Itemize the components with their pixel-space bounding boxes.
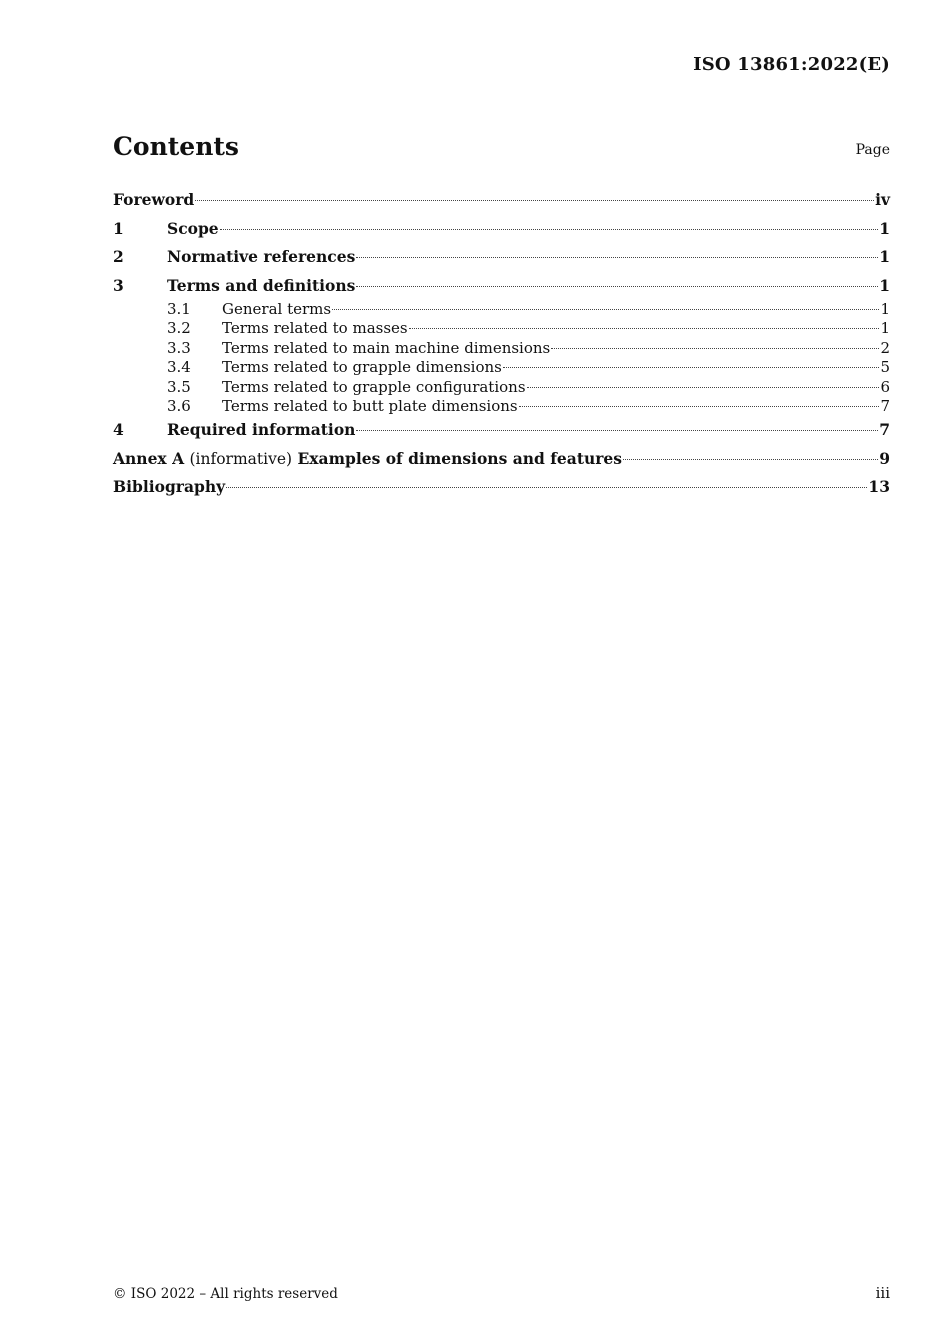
toc-entry-number: 1 — [113, 218, 124, 238]
toc-entry-title: Terms related to main machine dimensions — [222, 338, 551, 357]
page-number: iii — [875, 1284, 890, 1302]
toc-entry-page: 1 — [879, 247, 890, 266]
toc-entry-page: 1 — [879, 218, 890, 238]
toc-entry-title: Normative references — [167, 247, 356, 266]
dot-leader — [226, 487, 867, 488]
toc-entry-number: 4 — [113, 420, 124, 440]
toc-entry-page: 2 — [880, 338, 890, 357]
toc-entry-number: 3.4 — [167, 358, 191, 377]
toc-entry-title: Terms related to butt plate dimensions — [222, 396, 518, 415]
toc-entry-number: 2 — [113, 247, 124, 266]
toc-entry-page: 1 — [880, 319, 890, 338]
toc-entry-foreword[interactable] — [113, 186, 890, 215]
dot-leader — [195, 200, 874, 201]
toc-entry-title: Scope — [167, 218, 219, 238]
toc-entry-title: General terms — [222, 300, 332, 318]
toc-subentry-3-4[interactable] — [113, 358, 890, 377]
toc-entry-number: 3.2 — [167, 319, 191, 338]
toc-annex-label-group — [113, 445, 622, 474]
toc-entry-title: Terms related to grapple dimensions — [222, 358, 502, 377]
toc-entry-title: Terms related to masses — [222, 319, 408, 338]
toc-entry-title: Foreword — [113, 190, 195, 209]
dot-leader — [356, 257, 878, 258]
dot-leader — [356, 286, 878, 287]
toc-subentry-3-1[interactable] — [113, 300, 890, 319]
toc-subentry-3-2[interactable] — [113, 319, 890, 338]
dot-leader — [503, 367, 880, 368]
toc-entry-annex-a[interactable] — [113, 445, 890, 474]
toc-subentry-3-5[interactable] — [113, 378, 890, 397]
dot-leader — [623, 459, 878, 460]
toc-entry-page: 6 — [880, 377, 890, 396]
toc-entry-title: Bibliography — [113, 477, 226, 497]
dot-leader — [220, 229, 879, 230]
dot-leader — [551, 348, 879, 349]
toc-entry-normative-references[interactable] — [113, 243, 890, 272]
toc-entry-page: iv — [875, 190, 890, 209]
toc-entry-number: 3.6 — [167, 396, 191, 415]
annex-label: Annex A — [113, 448, 185, 468]
toc-entry-page: 9 — [879, 448, 890, 468]
dot-leader — [527, 387, 880, 388]
contents-heading: Contents — [113, 132, 240, 161]
toc-entry-title: Examples of dimensions and features — [297, 448, 623, 468]
toc-entry-terms-and-definitions[interactable] — [113, 272, 890, 301]
toc-entry-title: Required information — [167, 420, 356, 440]
toc-entry-required-information[interactable] — [113, 416, 890, 445]
toc-entry-page: 1 — [880, 300, 890, 318]
toc-entry-page: 5 — [880, 358, 890, 377]
document-id: ISO 13861:2022(E) — [693, 54, 890, 75]
dot-leader — [356, 430, 878, 431]
toc-entry-number: 3 — [113, 275, 124, 295]
toc-entry-page: 1 — [879, 275, 890, 295]
table-of-contents — [113, 186, 890, 502]
toc-entry-number: 3.3 — [167, 338, 191, 357]
toc-entry-bibliography[interactable] — [113, 473, 890, 502]
copyright-notice: © ISO 2022 – All rights reserved — [113, 1286, 338, 1302]
toc-entry-number: 3.5 — [167, 377, 191, 396]
toc-entry-page: 7 — [880, 396, 890, 415]
toc-entry-page: 7 — [879, 420, 890, 440]
toc-entry-title: Terms related to grapple configurations — [222, 377, 526, 396]
toc-subentry-3-6[interactable] — [113, 397, 890, 416]
toc-entry-page: 13 — [868, 477, 890, 497]
dot-leader — [519, 406, 880, 407]
dot-leader — [332, 309, 879, 310]
dot-leader — [409, 328, 880, 329]
page-column-label: Page — [855, 142, 890, 158]
toc-subentry-3-3[interactable] — [113, 339, 890, 358]
toc-entry-number: 3.1 — [167, 300, 191, 318]
toc-entry-title: Terms and definitions — [167, 275, 356, 295]
annex-qualifier: (informative) — [189, 449, 293, 468]
toc-entry-scope[interactable] — [113, 215, 890, 244]
